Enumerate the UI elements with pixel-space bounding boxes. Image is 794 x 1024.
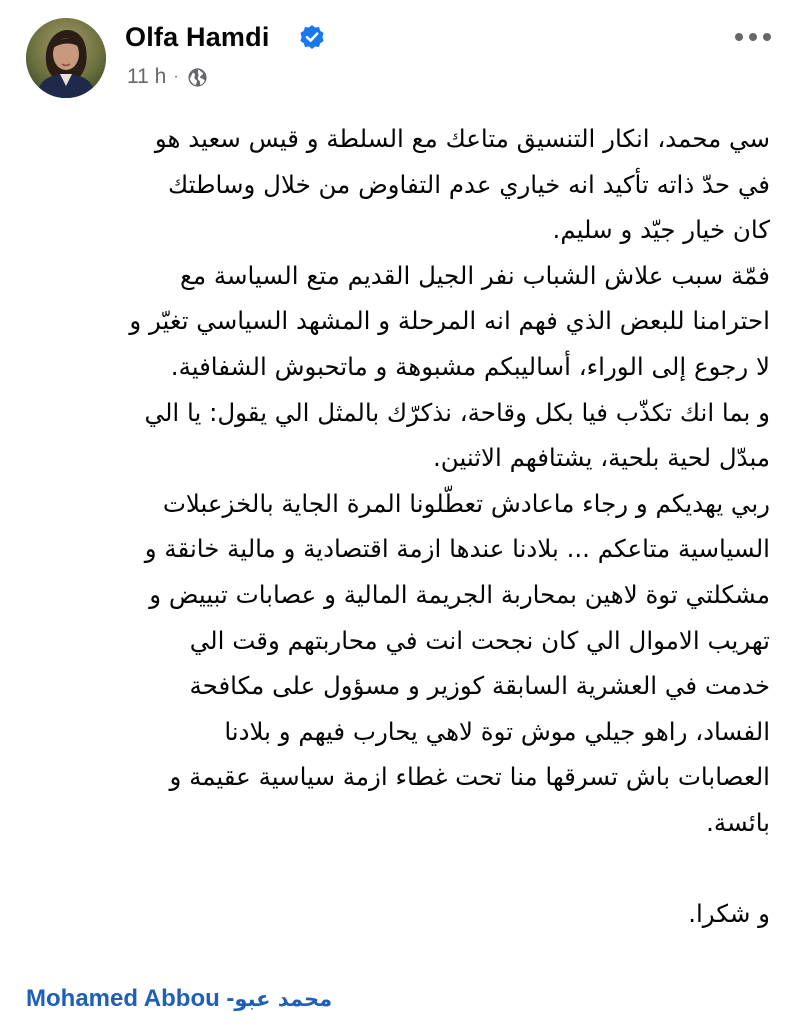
verified-badge-icon [299,24,325,50]
signature-latin-name[interactable]: Mohamed Abbou - [26,985,235,1012]
post-line: خدمت في العشرية السابقة كوزير و مسؤول على مكافحة [189,671,770,701]
post-line: في حدّ ذاته تأكيد انه خياري عدم التفاوض من خلال وساطتك [168,169,770,199]
paragraph-gap [30,846,770,892]
post-line: لا رجوع إلى الوراء، أساليبكم مشبوهة و ماتحبوش الشفافية. [170,351,770,381]
post-closing: و شكرا. [688,899,770,929]
author-name[interactable]: Olfa Hamdi [125,22,270,52]
post-meta [127,62,208,92]
post-line: السياسية متاعكم ... بلادنا عندها ازمة اقتصادية و مالية خانقة و [144,534,770,564]
globe-icon[interactable] [187,67,208,88]
post-signature [26,980,332,1018]
post-line: سي محمد، انكار التنسيق متاعك مع السلطة و قيس سعيد هو [154,124,770,153]
meta-separator: · [173,68,179,85]
author-avatar[interactable] [26,18,106,98]
post-header [26,18,776,102]
post-line: الفساد، راهو جيلي موش توة لاهي يحارب فيهم و بلادنا [224,716,770,746]
post-timestamp[interactable]: 11 h [127,65,167,88]
post-line: ربي يهديكم و رجاء ماعادش تعطّلونا المرة الجاية بالخزعبلات [162,488,770,518]
post-line: مبدّل لحية بلحية، يشتافهم الاثنين. [433,443,770,473]
signature-arabic-name[interactable]: محمد عبو [234,987,333,1011]
post-line: مشكلتي توة لاهين بمحاربة الجريمة المالية و عصابات تبييض و [149,579,770,609]
avatar-photo [26,18,106,98]
post-line: العصابات باش تسرقها منا تحت غطاء ازمة سياسية عقيمة و [169,762,770,792]
more-options-button[interactable] [730,22,776,52]
post-line: فمّة سبب علاش الشباب نفر الجيل القديم متع السياسة مع [179,260,770,290]
post-body [30,116,770,978]
post-line: و بما انك تكذّب فيا بكل وقاحة، نذكرّك بالمثل الي يقول: يا الي [144,397,770,427]
post-line: تهريب الاموال الي كان نجحت انت في محاربتهم وقت الي [189,625,770,655]
post-line: احترامنا للبعض الذي فهم انه المرحلة و المشهد السياسي تغيّر و [129,306,770,336]
post-line: كان خيار جيّد و سليم. [552,215,770,245]
post-text [30,116,770,937]
post-line: بائسة. [706,807,770,837]
